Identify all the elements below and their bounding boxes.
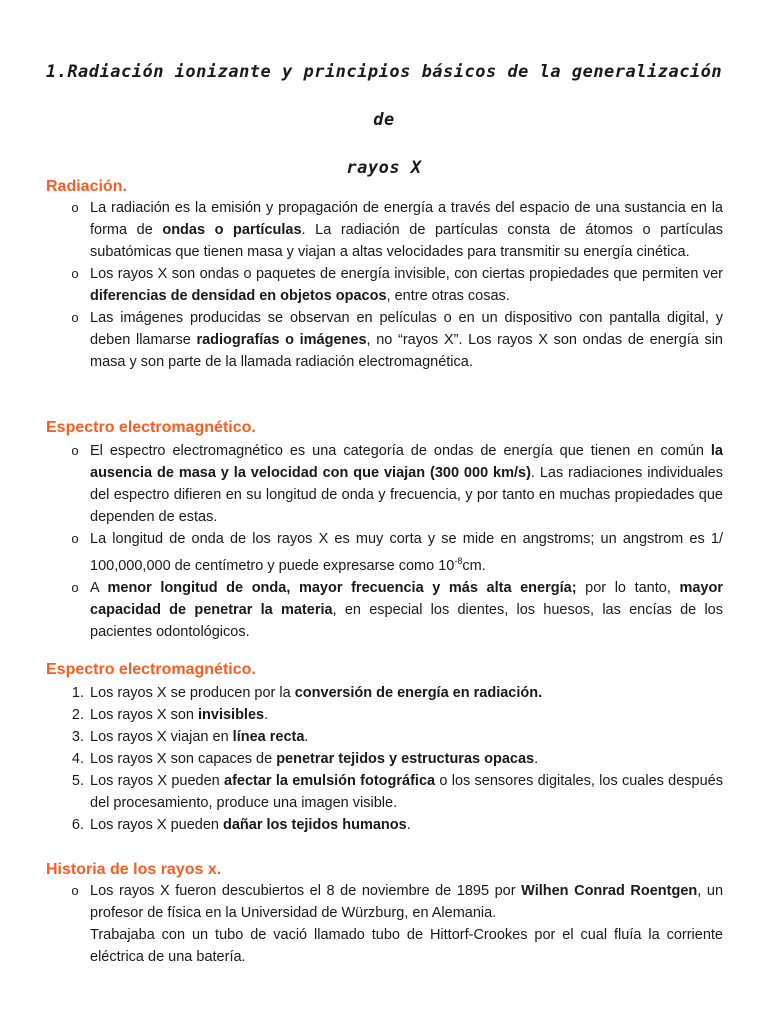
bullet-marker: o — [71, 531, 79, 546]
list-number: 3. — [71, 729, 84, 745]
radiacion-list — [71, 197, 724, 373]
historia-list — [71, 880, 724, 968]
list-item: o Los rayos X son ondas o paquetes de energía invisible, con ciertas propiedades que permiten ver diferencias de densidad en objetos opacos, entre otras cosas. — [90, 263, 723, 307]
bullet-marker: o — [71, 883, 79, 898]
list-number: 6. — [71, 817, 84, 833]
list-number: 2. — [71, 707, 84, 723]
list-item: 1. Los rayos X se producen por la conversión de energía en radiación. — [90, 682, 723, 704]
list-item: o Las imágenes producidas se observan en películas o en un dispositivo con pantalla digital, y deben llamarse radiografías o imágenes, no “rayos X”. Los rayos X son ondas de energía sin masa y son parte de la llamada radiación electromagnética. — [90, 307, 723, 373]
list-item: o La longitud de onda de los rayos X es muy corta y se mide en angstroms; un angstrom es 1/ 100,000,000 de centímetro y puede expresarse como $10^{-8}cm$. — [90, 528, 723, 577]
paragraph-continuation: Trabajaba con un tubo de vació llamado tubo de Hittorf-Crookes por el cual fluía la corriente eléctrica de una batería. — [90, 927, 723, 965]
bullet-marker: o — [71, 200, 79, 215]
list-item: 2. Los rayos X son invisibles. — [90, 704, 723, 726]
bullet-marker: o — [71, 579, 79, 595]
list-item: 4. Los rayos X son capaces de penetrar tejidos y estructuras opacas. — [90, 748, 723, 770]
list-item: o La radiación es la emisión y propagación de energía a través del espacio de una sustancia en la forma de ondas o partículas. La radiación de partículas consta de átomos o partículas subatómicas que tienen masa y viajan a altas velocidades para transmitir su energía cinética. — [90, 197, 723, 263]
section-heading-espectro: Espectro electromagnético. — [46, 419, 256, 436]
bullet-marker: o — [71, 310, 79, 325]
section-heading-radiacion: Radiación. — [46, 178, 127, 195]
bullet-marker: o — [71, 266, 79, 281]
section-heading-historia: Historia de los rayos x. — [46, 861, 222, 878]
list-item: 5. Los rayos X pueden afectar la emulsión fotográfica o los sensores digitales, los cuales después del procesamiento, produce una imagen visible. — [90, 770, 723, 814]
espectro-list — [71, 440, 723, 643]
document-title — [40, 48, 728, 192]
list-item: o A menor longitud de onda, mayor frecuencia y más alta energía; por lo tanto, mayor capacidad de penetrar la materia, en especial los dientes, los huesos, las encías de los pacientes odontológicos. — [90, 577, 723, 643]
propiedades-list — [71, 682, 723, 836]
title-line-2: rayos X — [346, 158, 422, 178]
list-item: o Los rayos X fueron descubiertos el 8 de noviembre de 1895 por Wilhen Conrad Roentgen, un profesor de física en la Universidad de Würzburg, en Alemania. Trabajaba con un tubo de vació llamado tubo de Hittorf-Crookes por el cual fluía la corriente eléctrica de una batería. — [90, 880, 723, 968]
list-item: 6. Los rayos X pueden dañar los tejidos humanos. — [90, 814, 723, 836]
list-number: 1. — [71, 685, 84, 701]
list-item: 3. Los rayos X viajan en línea recta. — [90, 726, 723, 748]
list-number: 5. — [71, 773, 84, 789]
bullet-marker: o — [71, 443, 79, 458]
list-item: o El espectro electromagnético es una categoría de ondas de energía que tienen en común la ausencia de masa y la velocidad con que viajan (300 000 km/s). Las radiaciones individuales del espectro difieren en su longitud de onda y frecuencia, y por tanto en muchas propiedades que dependen de estas. — [90, 440, 723, 528]
list-number: 4. — [71, 751, 84, 767]
title-line-1: 1.Radiación ionizante y principios básicos de la generalización de — [45, 62, 723, 130]
section-heading-espectro-2: Espectro electromagnético. — [46, 661, 256, 678]
